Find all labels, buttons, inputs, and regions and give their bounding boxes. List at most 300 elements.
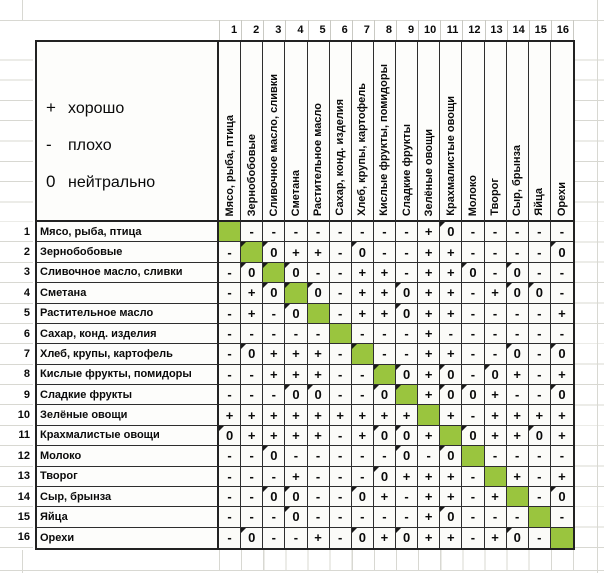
matrix-cell-r6-c15: - bbox=[529, 324, 551, 344]
matrix-cell-r2-c9: - bbox=[396, 242, 418, 262]
matrix-cell-r9-c8: 0 bbox=[374, 385, 396, 405]
matrix-cell-r16-c10: + bbox=[418, 528, 440, 548]
matrix-cell-r10-c11: + bbox=[440, 405, 462, 425]
col-header-3 bbox=[263, 42, 285, 222]
matrix-cell-r11-c6: - bbox=[330, 426, 352, 446]
matrix-cell-r5-c1: - bbox=[219, 304, 241, 324]
legend-bad bbox=[46, 135, 217, 172]
matrix-cell-r8-c10: + bbox=[418, 365, 440, 385]
matrix-cell-r14-c6: - bbox=[330, 487, 352, 507]
matrix-cell-r4-c13: + bbox=[485, 283, 507, 303]
matrix-cell-r1-c6: - bbox=[330, 222, 352, 242]
matrix-cell-r14-c10: + bbox=[418, 487, 440, 507]
matrix-cell-r12-c1: - bbox=[219, 446, 241, 466]
matrix-cell-r6-c10: + bbox=[418, 324, 440, 344]
matrix-cell-r6-c13: - bbox=[485, 324, 507, 344]
matrix-cell-r4-c14: 0 bbox=[507, 283, 529, 303]
matrix-cell-r13-c16: + bbox=[551, 467, 573, 487]
matrix-cell-r2-c4: + bbox=[285, 242, 307, 262]
matrix-cell-r5-c7: + bbox=[352, 304, 374, 324]
matrix-cell-r13-c10: + bbox=[418, 467, 440, 487]
matrix-cell-r14-c2: - bbox=[241, 487, 263, 507]
matrix-cell-r1-c13: - bbox=[485, 222, 507, 242]
matrix-cell-r6-c5: - bbox=[308, 324, 330, 344]
matrix-cell-r15-c10: + bbox=[418, 507, 440, 527]
row-label-15: Яйца bbox=[37, 507, 219, 527]
matrix-cell-r1-c8: - bbox=[374, 222, 396, 242]
matrix-cell-r6-c4: - bbox=[285, 324, 307, 344]
matrix-cell-r10-c12: - bbox=[462, 405, 484, 425]
matrix-cell-r15-c5: - bbox=[308, 507, 330, 527]
column-number-13: 13 bbox=[486, 20, 508, 40]
row-number-14: 14 bbox=[0, 487, 33, 507]
matrix-cell-r4-c10: + bbox=[418, 283, 440, 303]
matrix-cell-r4-c6: - bbox=[330, 283, 352, 303]
matrix-cell-r1-c4: - bbox=[285, 222, 307, 242]
matrix-cell-r16-c3: - bbox=[263, 528, 285, 548]
matrix-cell-r6-c2: - bbox=[241, 324, 263, 344]
matrix-cell-r2-c16: 0 bbox=[551, 242, 573, 262]
row-number-12: 12 bbox=[0, 446, 33, 466]
matrix-cell-r13-c12: - bbox=[462, 467, 484, 487]
matrix-cell-r8-c1: - bbox=[219, 365, 241, 385]
row-number-13: 13 bbox=[0, 467, 33, 487]
matrix-cell-r16-c4: - bbox=[285, 528, 307, 548]
matrix-cell-r6-c6 bbox=[330, 324, 352, 344]
matrix-cell-r5-c11: + bbox=[440, 304, 462, 324]
matrix-cell-r8-c16: + bbox=[551, 365, 573, 385]
matrix-cell-r11-c10: + bbox=[418, 426, 440, 446]
matrix-cell-r11-c16: + bbox=[551, 426, 573, 446]
matrix-cell-r11-c8: 0 bbox=[374, 426, 396, 446]
matrix-cell-r5-c13: - bbox=[485, 304, 507, 324]
matrix-cell-r10-c8: + bbox=[374, 405, 396, 425]
column-number-12: 12 bbox=[463, 20, 485, 40]
column-number-16: 16 bbox=[552, 20, 574, 40]
matrix-cell-r15-c11: 0 bbox=[440, 507, 462, 527]
matrix-cell-r11-c3: + bbox=[263, 426, 285, 446]
matrix-cell-r7-c16: 0 bbox=[551, 344, 573, 364]
matrix-cell-r4-c11: + bbox=[440, 283, 462, 303]
matrix-cell-r11-c13: + bbox=[485, 426, 507, 446]
matrix-cell-r8-c2: - bbox=[241, 365, 263, 385]
matrix-cell-r3-c4: 0 bbox=[285, 263, 307, 283]
matrix-cell-r2-c15: - bbox=[529, 242, 551, 262]
matrix-cell-r4-c3: 0 bbox=[263, 283, 285, 303]
matrix-cell-r10-c13: + bbox=[485, 405, 507, 425]
matrix-cell-r5-c5 bbox=[308, 304, 330, 324]
matrix-cell-r15-c6: - bbox=[330, 507, 352, 527]
matrix-cell-r14-c12: - bbox=[462, 487, 484, 507]
matrix-cell-r9-c13: + bbox=[485, 385, 507, 405]
matrix-cell-r16-c13: + bbox=[485, 528, 507, 548]
matrix-cell-r15-c8: - bbox=[374, 507, 396, 527]
matrix-cell-r15-c2: - bbox=[241, 507, 263, 527]
matrix-cell-r13-c6: - bbox=[330, 467, 352, 487]
matrix-cell-r3-c5: - bbox=[308, 263, 330, 283]
column-number-14: 14 bbox=[508, 20, 530, 40]
matrix-cell-r2-c10: + bbox=[418, 242, 440, 262]
matrix-cell-r8-c6: - bbox=[330, 365, 352, 385]
row-label-2: Зернобобовые bbox=[37, 242, 219, 262]
matrix-cell-r1-c7: - bbox=[352, 222, 374, 242]
matrix-cell-r7-c1: - bbox=[219, 344, 241, 364]
legend-good-symbol: + bbox=[46, 98, 56, 117]
matrix-cell-r14-c14 bbox=[507, 487, 529, 507]
matrix-cell-r15-c4: 0 bbox=[285, 507, 307, 527]
matrix-cell-r5-c3: - bbox=[263, 304, 285, 324]
matrix-cell-r3-c14: 0 bbox=[507, 263, 529, 283]
matrix-cell-r9-c12: 0 bbox=[462, 385, 484, 405]
matrix-cell-r14-c15: - bbox=[529, 487, 551, 507]
matrix-cell-r7-c3: + bbox=[263, 344, 285, 364]
matrix-cell-r5-c2: + bbox=[241, 304, 263, 324]
row-number-1: 1 bbox=[0, 222, 33, 242]
matrix-cell-r8-c12: - bbox=[462, 365, 484, 385]
matrix-cell-r8-c13: 0 bbox=[485, 365, 507, 385]
matrix-cell-r10-c4: + bbox=[285, 405, 307, 425]
matrix-cell-r14-c4: 0 bbox=[285, 487, 307, 507]
row-label-10: Зелёные овощи bbox=[37, 405, 219, 425]
matrix-cell-r7-c4: + bbox=[285, 344, 307, 364]
matrix-cell-r4-c15: 0 bbox=[529, 283, 551, 303]
matrix-cell-r15-c1: - bbox=[219, 507, 241, 527]
margin-col-lines-bottom bbox=[219, 550, 575, 570]
row-number-2: 2 bbox=[0, 242, 33, 262]
matrix-cell-r4-c7: + bbox=[352, 283, 374, 303]
col-header-label: Сметана bbox=[289, 169, 302, 216]
matrix-cell-r12-c10: - bbox=[418, 446, 440, 466]
matrix-cell-r12-c3: 0 bbox=[263, 446, 285, 466]
matrix-cell-r4-c5: 0 bbox=[308, 283, 330, 303]
col-header-10 bbox=[418, 42, 440, 222]
row-label-16: Орехи bbox=[37, 528, 219, 548]
column-number-5: 5 bbox=[309, 20, 331, 40]
matrix-cell-r3-c13: - bbox=[485, 263, 507, 283]
matrix-cell-r16-c12: - bbox=[462, 528, 484, 548]
matrix-cell-r2-c12: - bbox=[462, 242, 484, 262]
col-header-label: Яйца bbox=[533, 188, 546, 216]
matrix-cell-r10-c5: + bbox=[308, 405, 330, 425]
legend-bad-symbol: - bbox=[46, 135, 52, 154]
matrix-cell-r14-c9: - bbox=[396, 487, 418, 507]
grid-rule-left-col bbox=[22, 0, 23, 20]
matrix-cell-r10-c2: + bbox=[241, 405, 263, 425]
col-header-label: Сыр, брынза bbox=[511, 144, 524, 216]
matrix-cell-r4-c9: 0 bbox=[396, 283, 418, 303]
matrix-cell-r15-c7: - bbox=[352, 507, 374, 527]
legend bbox=[37, 42, 219, 222]
matrix-cell-r2-c5: + bbox=[308, 242, 330, 262]
matrix-cell-r6-c1: - bbox=[219, 324, 241, 344]
matrix-cell-r16-c11: + bbox=[440, 528, 462, 548]
col-header-15 bbox=[529, 42, 551, 222]
matrix-cell-r12-c13: - bbox=[485, 446, 507, 466]
matrix-cell-r8-c9: 0 bbox=[396, 365, 418, 385]
matrix-cell-r15-c3: - bbox=[263, 507, 285, 527]
matrix-cell-r11-c11 bbox=[440, 426, 462, 446]
matrix-cell-r6-c8: - bbox=[374, 324, 396, 344]
matrix-cell-r16-c8: + bbox=[374, 528, 396, 548]
matrix-cell-r16-c15: - bbox=[529, 528, 551, 548]
matrix-cell-r15-c14: - bbox=[507, 507, 529, 527]
matrix-cell-r1-c3: - bbox=[263, 222, 285, 242]
matrix-cell-r12-c9: 0 bbox=[396, 446, 418, 466]
matrix-cell-r7-c14: 0 bbox=[507, 344, 529, 364]
col-header-label: Сладкие фрукты bbox=[400, 123, 413, 216]
matrix-cell-r13-c15: - bbox=[529, 467, 551, 487]
column-number-10: 10 bbox=[419, 20, 441, 40]
matrix-cell-r12-c6: - bbox=[330, 446, 352, 466]
row-number-5: 5 bbox=[0, 304, 33, 324]
col-header-label: Хлеб, крупы, картофель bbox=[356, 83, 369, 216]
grid-rule-bottom bbox=[0, 570, 604, 571]
matrix-cell-r9-c9 bbox=[396, 385, 418, 405]
matrix-cell-r16-c16 bbox=[551, 528, 573, 548]
column-numbers-strip bbox=[219, 20, 574, 40]
matrix-cell-r16-c2: 0 bbox=[241, 528, 263, 548]
matrix-cell-r7-c5: + bbox=[308, 344, 330, 364]
matrix-cell-r9-c7: - bbox=[352, 385, 374, 405]
matrix-cell-r14-c11: + bbox=[440, 487, 462, 507]
matrix-cell-r15-c12: - bbox=[462, 507, 484, 527]
matrix-cell-r5-c9: 0 bbox=[396, 304, 418, 324]
matrix-cell-r13-c7: - bbox=[352, 467, 374, 487]
row-number-8: 8 bbox=[0, 365, 33, 385]
column-number-9: 9 bbox=[397, 20, 419, 40]
matrix-cell-r1-c10: + bbox=[418, 222, 440, 242]
matrix-cell-r12-c4: - bbox=[285, 446, 307, 466]
grid-rule-left-col2 bbox=[22, 550, 23, 573]
col-header-label: Кислые фрукты, помидоры bbox=[378, 64, 391, 216]
row-label-14: Сыр, брынза bbox=[37, 487, 219, 507]
matrix-cell-r11-c12: 0 bbox=[462, 426, 484, 446]
col-header-label: Зернобобовые bbox=[245, 133, 258, 216]
matrix-cell-r1-c2: - bbox=[241, 222, 263, 242]
matrix-cell-r7-c6: - bbox=[330, 344, 352, 364]
matrix-cell-r7-c12: - bbox=[462, 344, 484, 364]
matrix-cell-r2-c6: - bbox=[330, 242, 352, 262]
matrix-cell-r13-c14: + bbox=[507, 467, 529, 487]
margin-row-lines-right bbox=[575, 222, 604, 548]
legend-neutral-label: нейтрально bbox=[68, 174, 156, 191]
matrix-cell-r11-c7: + bbox=[352, 426, 374, 446]
matrix-cell-r1-c12: - bbox=[462, 222, 484, 242]
matrix-cell-r3-c12: 0 bbox=[462, 263, 484, 283]
matrix-cell-r13-c13 bbox=[485, 467, 507, 487]
row-numbers-strip bbox=[0, 222, 33, 548]
matrix-cell-r12-c11: 0 bbox=[440, 446, 462, 466]
matrix-cell-r11-c5: + bbox=[308, 426, 330, 446]
matrix-cell-r4-c1: - bbox=[219, 283, 241, 303]
row-number-6: 6 bbox=[0, 324, 33, 344]
margin-row-lines-left bbox=[0, 40, 33, 222]
matrix-cell-r7-c8: - bbox=[374, 344, 396, 364]
matrix-cell-r1-c1 bbox=[219, 222, 241, 242]
matrix-cell-r13-c4: + bbox=[285, 467, 307, 487]
matrix-cell-r3-c1: - bbox=[219, 263, 241, 283]
matrix-cell-r16-c14: 0 bbox=[507, 528, 529, 548]
row-number-3: 3 bbox=[0, 263, 33, 283]
matrix-cell-r5-c6: - bbox=[330, 304, 352, 324]
matrix-cell-r5-c16: + bbox=[551, 304, 573, 324]
matrix-cell-r1-c5: - bbox=[308, 222, 330, 242]
matrix-cell-r2-c1: - bbox=[219, 242, 241, 262]
matrix-cell-r7-c11: + bbox=[440, 344, 462, 364]
col-header-4 bbox=[285, 42, 307, 222]
col-header-14 bbox=[507, 42, 529, 222]
col-header-7 bbox=[352, 42, 374, 222]
legend-neutral-symbol: 0 bbox=[46, 172, 56, 191]
matrix-cell-r9-c14: - bbox=[507, 385, 529, 405]
matrix-cell-r5-c15: - bbox=[529, 304, 551, 324]
matrix-cell-r6-c7: - bbox=[352, 324, 374, 344]
row-number-4: 4 bbox=[0, 283, 33, 303]
matrix-cell-r9-c4: 0 bbox=[285, 385, 307, 405]
matrix-cell-r16-c9: 0 bbox=[396, 528, 418, 548]
matrix-cell-r3-c16: - bbox=[551, 263, 573, 283]
matrix-cell-r2-c8: - bbox=[374, 242, 396, 262]
matrix-cell-r16-c5: + bbox=[308, 528, 330, 548]
matrix-cell-r15-c13: - bbox=[485, 507, 507, 527]
row-label-5: Растительное масло bbox=[37, 304, 219, 324]
matrix-cell-r11-c9: 0 bbox=[396, 426, 418, 446]
row-label-1: Мясо, рыба, птица bbox=[37, 222, 219, 242]
matrix-cell-r4-c2: + bbox=[241, 283, 263, 303]
matrix-cell-r5-c10: + bbox=[418, 304, 440, 324]
matrix-cell-r8-c5: + bbox=[308, 365, 330, 385]
matrix-cell-r2-c3: 0 bbox=[263, 242, 285, 262]
col-header-8 bbox=[374, 42, 396, 222]
matrix-cell-r2-c2 bbox=[241, 242, 263, 262]
col-header-1 bbox=[219, 42, 241, 222]
matrix-cell-r6-c16: - bbox=[551, 324, 573, 344]
matrix-cell-r6-c11: - bbox=[440, 324, 462, 344]
row-label-6: Сахар, конд. изделия bbox=[37, 324, 219, 344]
matrix-cell-r15-c15 bbox=[529, 507, 551, 527]
matrix-cell-r3-c11: + bbox=[440, 263, 462, 283]
matrix-cell-r9-c11: 0 bbox=[440, 385, 462, 405]
row-number-10: 10 bbox=[0, 405, 33, 425]
matrix-cell-r8-c3: + bbox=[263, 365, 285, 385]
matrix-cell-r5-c4: 0 bbox=[285, 304, 307, 324]
matrix-cell-r4-c12: - bbox=[462, 283, 484, 303]
col-header-5 bbox=[308, 42, 330, 222]
matrix-cell-r4-c8: + bbox=[374, 283, 396, 303]
matrix-cell-r4-c4 bbox=[285, 283, 307, 303]
column-number-15: 15 bbox=[530, 20, 552, 40]
col-header-12 bbox=[462, 42, 484, 222]
matrix-cell-r14-c13: + bbox=[485, 487, 507, 507]
matrix-cell-r3-c7: + bbox=[352, 263, 374, 283]
matrix-cell-r10-c14: + bbox=[507, 405, 529, 425]
compatibility-table bbox=[35, 40, 575, 550]
legend-bad-label: плохо bbox=[68, 137, 112, 154]
matrix-cell-r6-c14: - bbox=[507, 324, 529, 344]
matrix-cell-r8-c7: - bbox=[352, 365, 374, 385]
matrix-cell-r12-c16: - bbox=[551, 446, 573, 466]
legend-good-label: хорошо bbox=[68, 100, 125, 117]
matrix-cell-r13-c11: + bbox=[440, 467, 462, 487]
column-number-3: 3 bbox=[264, 20, 286, 40]
matrix-cell-r11-c1: 0 bbox=[219, 426, 241, 446]
row-number-16: 16 bbox=[0, 528, 33, 548]
matrix-cell-r3-c2: 0 bbox=[241, 263, 263, 283]
matrix-cell-r10-c1: + bbox=[219, 405, 241, 425]
row-label-13: Творог bbox=[37, 467, 219, 487]
margin-row-lines-right-top bbox=[575, 40, 604, 222]
matrix-cell-r6-c3: - bbox=[263, 324, 285, 344]
matrix-cell-r9-c3: - bbox=[263, 385, 285, 405]
matrix-cell-r1-c11: 0 bbox=[440, 222, 462, 242]
col-header-label: Сливочное масло, сливки bbox=[267, 73, 280, 216]
matrix-cell-r15-c9: - bbox=[396, 507, 418, 527]
matrix-cell-r9-c10: + bbox=[418, 385, 440, 405]
matrix-cell-r14-c16: 0 bbox=[551, 487, 573, 507]
matrix-cell-r13-c1: - bbox=[219, 467, 241, 487]
row-label-3: Сливочное масло, сливки bbox=[37, 263, 219, 283]
matrix-cell-r14-c1: - bbox=[219, 487, 241, 507]
column-number-7: 7 bbox=[353, 20, 375, 40]
matrix-cell-r14-c3: 0 bbox=[263, 487, 285, 507]
matrix-cell-r7-c13: - bbox=[485, 344, 507, 364]
matrix-cell-r8-c15: - bbox=[529, 365, 551, 385]
row-label-4: Сметана bbox=[37, 283, 219, 303]
row-label-7: Хлеб, крупы, картофель bbox=[37, 344, 219, 364]
matrix-cell-r14-c5: - bbox=[308, 487, 330, 507]
row-label-11: Крахмалистые овощи bbox=[37, 426, 219, 446]
matrix-cell-r7-c2: 0 bbox=[241, 344, 263, 364]
col-header-label: Орехи bbox=[555, 181, 568, 216]
col-header-11 bbox=[440, 42, 462, 222]
matrix-cell-r3-c8: + bbox=[374, 263, 396, 283]
matrix-cell-r11-c14: + bbox=[507, 426, 529, 446]
matrix-cell-r7-c9: - bbox=[396, 344, 418, 364]
matrix-cell-r8-c8 bbox=[374, 365, 396, 385]
col-header-13 bbox=[485, 42, 507, 222]
matrix-cell-r10-c16: + bbox=[551, 405, 573, 425]
matrix-cell-r10-c7: + bbox=[352, 405, 374, 425]
matrix-cell-r8-c4: + bbox=[285, 365, 307, 385]
matrix-cell-r6-c12: - bbox=[462, 324, 484, 344]
col-header-label: Растительное масло bbox=[312, 102, 325, 216]
matrix-cell-r11-c15: 0 bbox=[529, 426, 551, 446]
col-header-label: Творог bbox=[489, 178, 502, 216]
column-number-2: 2 bbox=[242, 20, 264, 40]
matrix-cell-r9-c5: 0 bbox=[308, 385, 330, 405]
matrix-cell-r10-c10 bbox=[418, 405, 440, 425]
matrix-cell-r13-c8: 0 bbox=[374, 467, 396, 487]
matrix-cell-r12-c14: - bbox=[507, 446, 529, 466]
matrix-cell-r12-c8: - bbox=[374, 446, 396, 466]
matrix-cell-r12-c15: - bbox=[529, 446, 551, 466]
col-header-label: Сахар, конд. изделия bbox=[334, 99, 347, 216]
matrix-cell-r13-c3: - bbox=[263, 467, 285, 487]
column-number-4: 4 bbox=[286, 20, 308, 40]
legend-neutral bbox=[46, 172, 217, 209]
matrix-cell-r3-c15: - bbox=[529, 263, 551, 283]
matrix-cell-r10-c15: + bbox=[529, 405, 551, 425]
matrix-cell-r3-c3 bbox=[263, 263, 285, 283]
matrix-cell-r8-c11: 0 bbox=[440, 365, 462, 385]
row-label-9: Сладкие фрукты bbox=[37, 385, 219, 405]
matrix-cell-r5-c12: - bbox=[462, 304, 484, 324]
col-header-2 bbox=[241, 42, 263, 222]
col-header-16 bbox=[551, 42, 573, 222]
matrix-cell-r9-c15: - bbox=[529, 385, 551, 405]
matrix-cell-r9-c2: - bbox=[241, 385, 263, 405]
matrix-cell-r3-c6: - bbox=[330, 263, 352, 283]
